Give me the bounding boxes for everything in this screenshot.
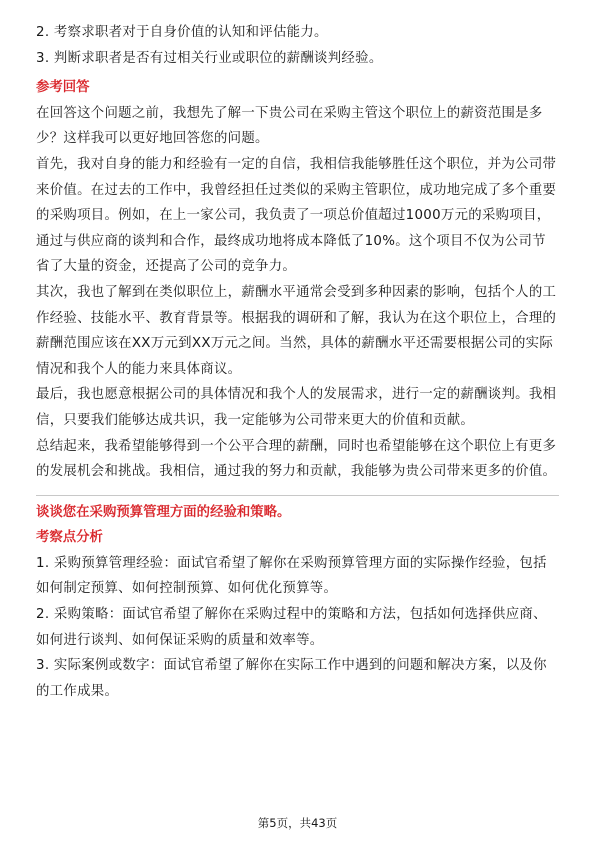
- document-page: [36, 0, 559, 704]
- answer-paragraph: 其次，我也了解到在类似职位上，薪酬水平通常会受到多种因素的影响，包括个人的工作经验、技能水平、教育背景等。根据我的调研和了解，我认为在这个职位上，合理的薪酬范围应该在XX万元到XX万元之间。当然，具体的薪酬水平还需要根据公司的实际情况和我个人的能力来具体商议。: [36, 284, 557, 377]
- reference-answer-heading: 参考回答: [36, 80, 90, 96]
- analysis-item: 3. 实际案例或数字：面试官希望了解你在实际工作中遇到的问题和解决方案，以及你的工作成果。: [36, 658, 547, 699]
- analysis-item: 2. 采购策略：面试官希望了解你在采购过程中的策略和方法，包括如何选择供应商、如何进行谈判、如何保证采购的质量和效率等。: [36, 607, 547, 648]
- answer-paragraph: 在回答这个问题之前，我想先了解一下贵公司在采购主管这个职位上的薪资范围是多少？这样我可以更好地回答您的问题。: [36, 105, 543, 147]
- section-divider: [36, 495, 559, 496]
- answer-paragraph: 最后，我也愿意根据公司的具体情况和我个人的发展需求，进行一定的薪酬谈判。我相信，只要我们能够达成共识，我一定能够为公司带来更大的价值和贡献。: [36, 387, 557, 428]
- page-number: 第5页，共43页: [257, 816, 338, 830]
- answer-paragraph: 总结起来，我希望能够得到一个公平合理的薪酬，同时也希望能够在这个职位上有更多的发展机会和挑战。我相信，通过我的努力和贡献，我能够为贵公司带来更多的价值。: [36, 438, 557, 480]
- criteria-item-2: 2. 考察求职者对于自身价值的认知和评估能力。: [36, 25, 328, 40]
- analysis-item: 1. 采购预算管理经验：面试官希望了解你在采购预算管理方面的实际操作经验，包括如何制定预算、如何控制预算、如何优化预算等。: [36, 555, 547, 597]
- analysis-heading: 考察点分析: [36, 530, 103, 546]
- criteria-item-3: 3. 判断求职者是否有过相关行业或职位的薪酬谈判经验。: [36, 50, 383, 66]
- answer-paragraph: 首先，我对自身的能力和经验有一定的自信，我相信我能够胜任这个职位，并为公司带来价值。在过去的工作中，我曾经担任过类似的采购主管职位，成功地完成了多个重要的采购项目。例如，在上一家公司，我负责了一项总价值超过1000万元的采购项目，通过与供应商的谈判和合作，最终成功地将成本降低了10%。这个项目不仅为公司节省了大量的资金，还提高了公司的竞争力。: [36, 156, 557, 275]
- question-heading: 谈谈您在采购预算管理方面的经验和策略。: [36, 504, 291, 520]
